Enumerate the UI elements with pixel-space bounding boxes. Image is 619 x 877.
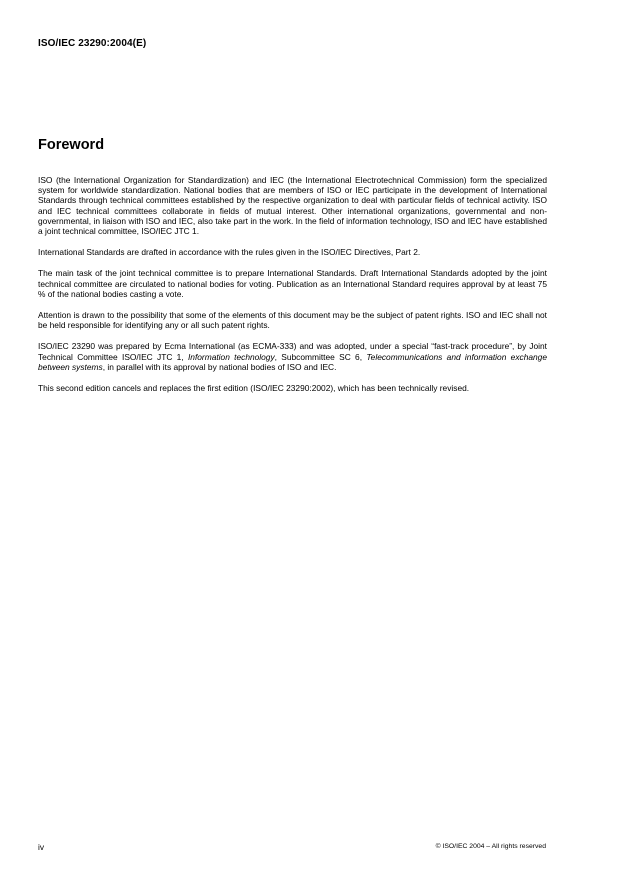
- paragraph-5-part1: ISO/IEC 23290 was prepared by Ecma International (as ECMA-333) and was adopted, under a special “fast-track procedure”, by Joint Technical Committee ISO/IEC JTC 1,: [38, 341, 547, 362]
- foreword-body: [38, 175, 547, 404]
- paragraph-1: ISO (the International Organization for Standardization) and IEC (the International Electrotechnical Commission) form the specialized system for worldwide standardization. National bodies that are members of ISO or IEC participate in the development of International Standards through technical committees established by the respective organization to deal with particular fields of technical activity. ISO and IEC technical committees collaborate in fields of mutual interest. Other international organizations, governmental and non-governmental, in liaison with ISO and IEC, also take part in the work. In the field of information technology, ISO and IEC have established a joint technical committee, ISO/IEC JTC 1.: [38, 175, 547, 237]
- footer-page-number: iv: [38, 842, 45, 852]
- paragraph-6: This second edition cancels and replaces the first edition (ISO/IEC 23290:2002), which has been technically revised.: [38, 383, 470, 394]
- paragraph-5-part3: , in parallel with its approval by national bodies of ISO and IEC.: [102, 361, 337, 372]
- page-title: Foreword: [38, 137, 105, 153]
- footer-copyright: © ISO/IEC 2004 – All rights reserved: [435, 843, 546, 850]
- paragraph-5-italic2: Telecommunications and information exchange between systems: [38, 351, 547, 372]
- paragraph-5-italic1: Information technology: [187, 351, 275, 362]
- paragraph-5: [38, 341, 547, 372]
- document-id-header: ISO/IEC 23290:2004(E): [38, 38, 147, 49]
- paragraph-2: International Standards are drafted in accordance with the rules given in the ISO/IEC Directives, Part 2.: [38, 247, 421, 258]
- paragraph-4: Attention is drawn to the possibility that some of the elements of this document may be the subject of patent rights. ISO and IEC shall not be held responsible for identifying any or all such patent rights.: [38, 310, 547, 331]
- paragraph-5-part2: , Subcommittee SC 6,: [274, 351, 367, 362]
- paragraph-3: The main task of the joint technical committee is to prepare International Standards. Draft International Standards adopted by the joint technical committee are circulated to national bodies for voting. Publication as an International Standard requires approval by at least 75 % of the national bodies casting a vote.: [38, 268, 547, 299]
